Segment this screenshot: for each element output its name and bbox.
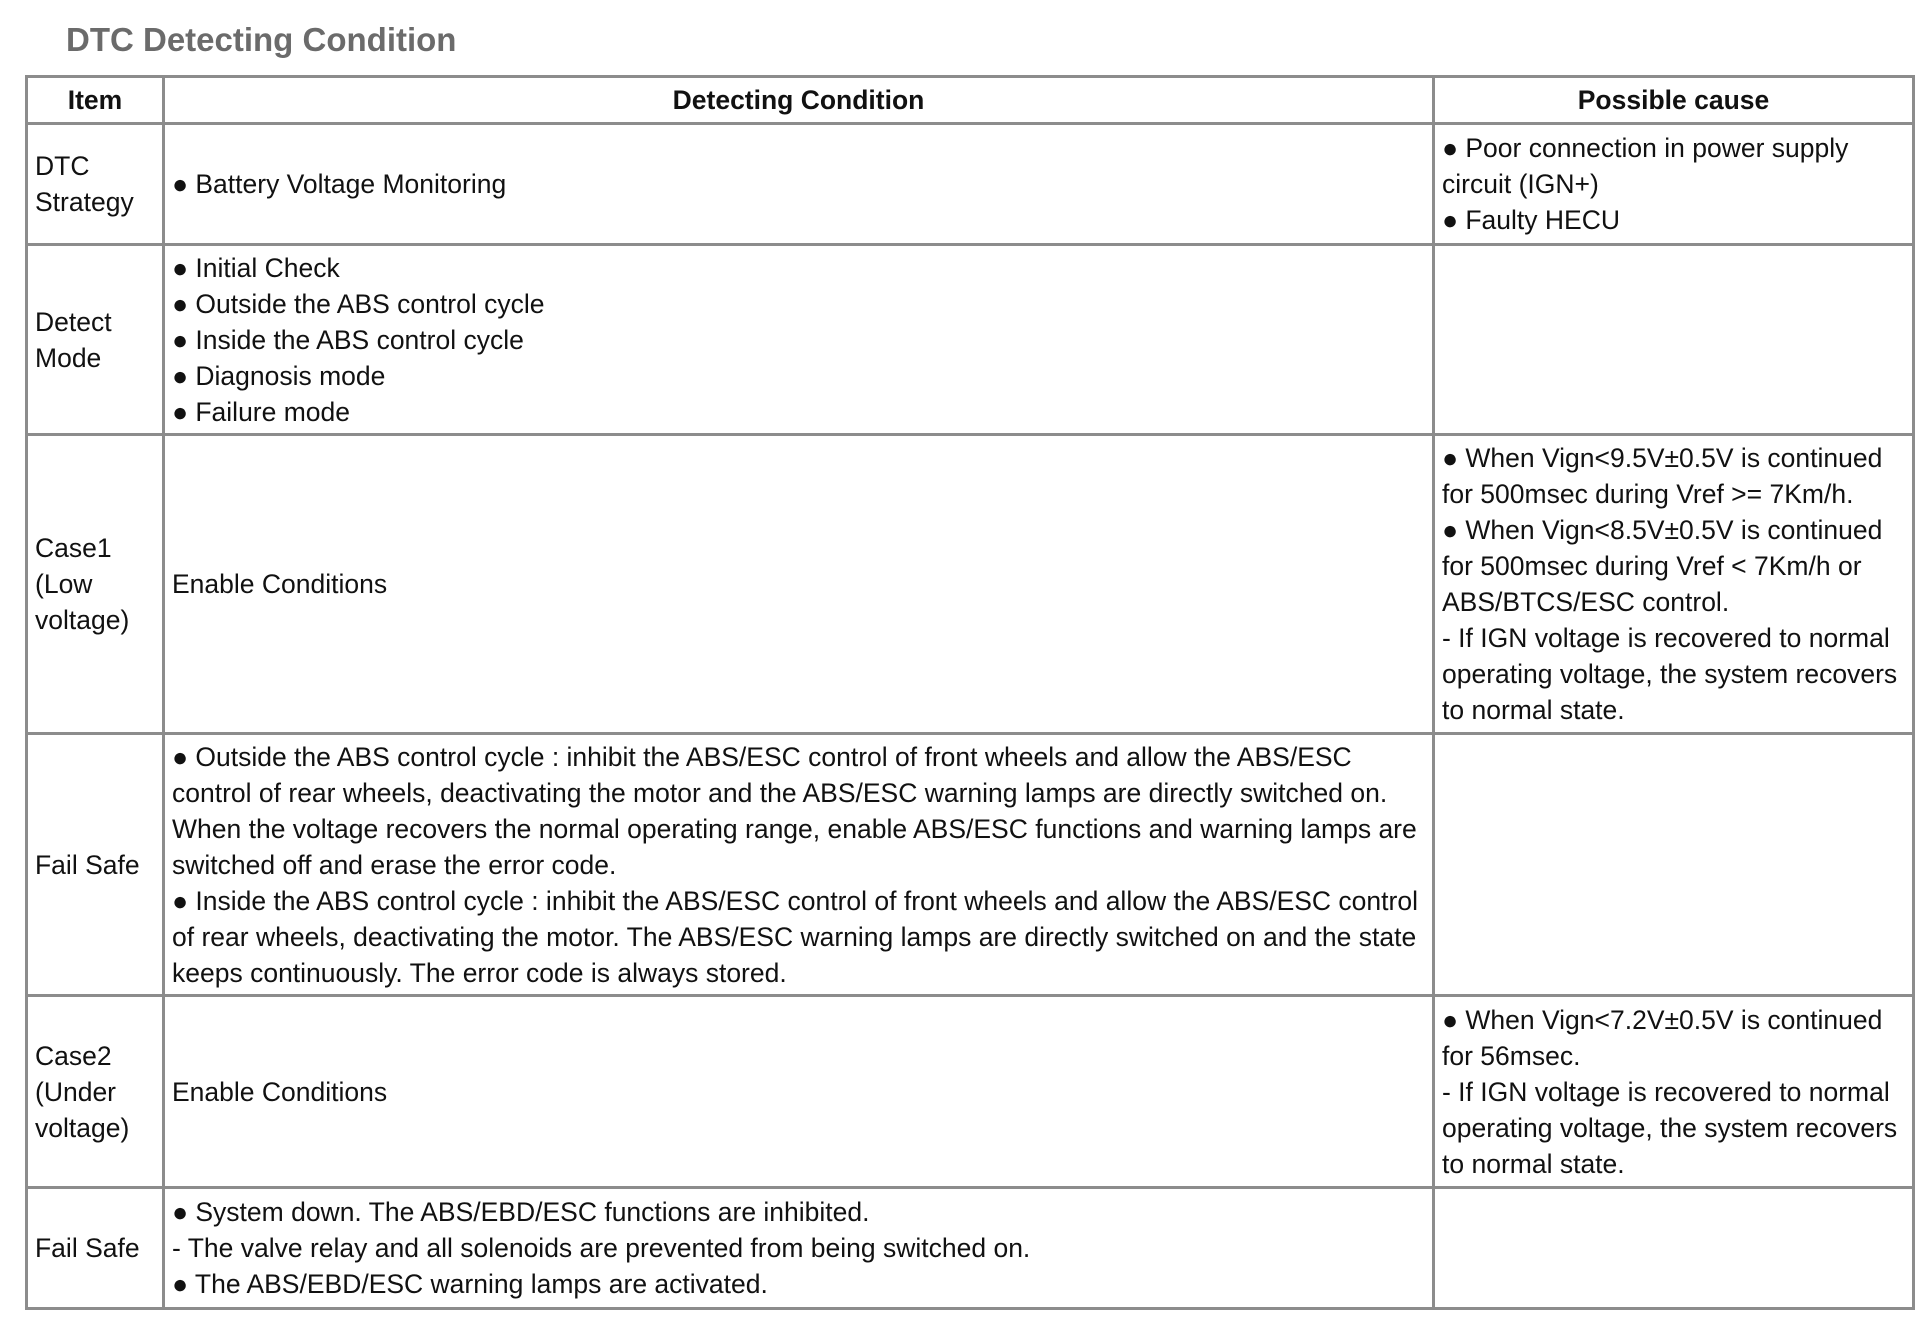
condition-line: ● Initial Check [172, 252, 340, 283]
cause-line: - If IGN voltage is recovered to normal operating voltage, the system recovers to normal state. [1442, 1076, 1898, 1179]
table-row [27, 734, 1914, 996]
cause-cell [1434, 124, 1914, 245]
cause-cell [1434, 734, 1914, 996]
condition-cell [164, 996, 1434, 1188]
condition-line: ● System down. The ABS/EBD/ESC functions are inhibited. [172, 1197, 870, 1227]
condition-line: ● The ABS/EBD/ESC warning lamps are activated. [172, 1269, 768, 1299]
cause-line: ● When Vign<7.2V±0.5V is continued for 56msec. [1442, 1004, 1883, 1071]
item-cell: Case1 (Low voltage) [27, 435, 164, 734]
header-cause: Possible cause [1434, 77, 1914, 124]
cause-line: ● When Vign<8.5V±0.5V is continued for 500msec during Vref < 7Km/h or ABS/BTCS/ESC control. [1442, 515, 1883, 617]
table-row [27, 245, 1914, 435]
condition-cell [164, 1188, 1434, 1309]
cause-cell [1434, 245, 1914, 435]
cause-cell [1434, 435, 1914, 734]
condition-line: ● Inside the ABS control cycle [172, 324, 524, 355]
cause-line: ● Faulty HECU [1442, 205, 1620, 235]
condition-cell [164, 734, 1434, 996]
condition-line: ● Inside the ABS control cycle : inhibit the ABS/ESC control of front wheels and allow the ABS/ESC control of rear wheels, deactivating the motor. The ABS/ESC warning lamps are directly switched on and the state keeps continuously. The error code is always stored. [172, 885, 1418, 988]
header-condition: Detecting Condition [164, 77, 1434, 124]
header-item: Item [27, 77, 164, 124]
cause-line: ● When Vign<9.5V±0.5V is continued for 500msec during Vref >= 7Km/h. [1442, 443, 1883, 509]
condition-line: Enable Conditions [172, 569, 388, 599]
item-cell: Fail Safe [27, 734, 164, 996]
condition-line: - The valve relay and all solenoids are prevented from being switched on. [172, 1233, 1031, 1263]
table-row [27, 996, 1914, 1188]
page-title: DTC Detecting Condition [66, 21, 457, 58]
condition-cell [164, 124, 1434, 245]
cause-cell [1434, 996, 1914, 1188]
table-row [27, 124, 1914, 245]
condition-line: ● Failure mode [172, 396, 351, 427]
condition-line: Enable Conditions [172, 1076, 388, 1107]
item-cell: DTC Strategy [27, 124, 164, 245]
item-cell: Fail Safe [27, 1188, 164, 1309]
condition-line: ● Outside the ABS control cycle : inhibit the ABS/ESC control of front wheels and allow the ABS/ESC control of rear wheels, deactivating the motor and the ABS/ESC warning lamps are directly switched on. When the voltage recovers the normal operating range, enable ABS/ESC functions and warning lamps are switched off and erase the error code. [172, 741, 1417, 880]
table-row [27, 435, 1914, 734]
cause-line: - If IGN voltage is recovered to normal operating voltage, the system recovers to normal state. [1442, 623, 1898, 725]
condition-line: ● Battery Voltage Monitoring [172, 169, 507, 199]
item-cell: Case2 (Under voltage) [27, 996, 164, 1188]
header-row [27, 77, 1914, 124]
cause-line: ● Poor connection in power supply circuit (IGN+) [1442, 133, 1849, 199]
condition-line: ● Outside the ABS control cycle [172, 288, 545, 319]
table-row [27, 1188, 1914, 1309]
item-cell: Detect Mode [27, 245, 164, 435]
condition-cell [164, 245, 1434, 435]
cause-cell [1434, 1188, 1914, 1309]
dtc-table [25, 75, 1915, 1310]
condition-line: ● Diagnosis mode [172, 360, 386, 391]
condition-cell [164, 435, 1434, 734]
